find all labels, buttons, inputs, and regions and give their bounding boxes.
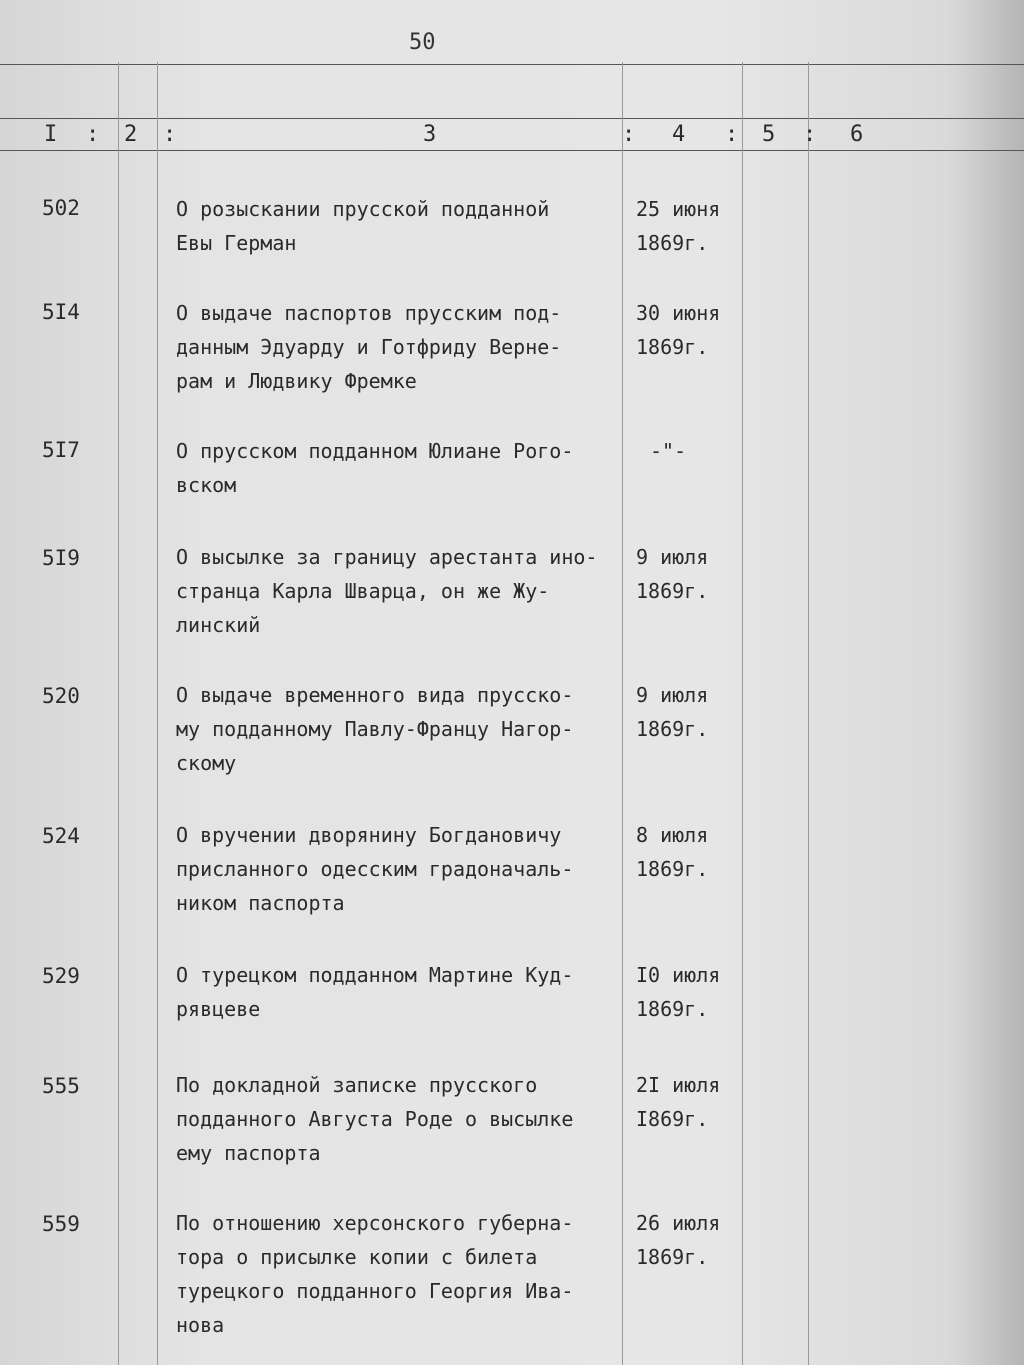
entry-date: [650, 434, 686, 468]
entry-title: [176, 1206, 573, 1342]
entry-title: [176, 434, 573, 502]
column-divider-5: [808, 62, 809, 1365]
date-line: 26 июля: [636, 1211, 721, 1235]
entry-date: [636, 958, 720, 1026]
entry-number: 559: [42, 1212, 80, 1236]
entry-line: странца Карла Шварца, он же Жу-: [176, 579, 550, 603]
header-top-rule: [0, 64, 1024, 65]
entry-line: О турецком подданном Мартине Куд-: [176, 963, 574, 987]
col-header-5: 5: [762, 122, 776, 147]
entry-title: [176, 1068, 573, 1170]
entry-title: [176, 192, 549, 260]
date-line: 25 июня: [636, 197, 721, 221]
entry-date: [636, 1068, 720, 1136]
col-sep: :: [622, 122, 636, 147]
page-edge-shadow: [954, 0, 1024, 1365]
date-line: 1869г.: [636, 1245, 709, 1269]
date-line: 1869г.: [636, 579, 709, 603]
header-mid-rule: [0, 118, 1024, 119]
entry-line: рявцеве: [176, 997, 261, 1021]
date-line: I869г.: [636, 1107, 709, 1131]
entry-date: [636, 192, 720, 260]
entry-line: О выдаче паспортов прусским под-: [176, 301, 562, 325]
date-line: 1869г.: [636, 717, 709, 741]
date-line: 1869г.: [636, 857, 709, 881]
entry-number: 502: [42, 196, 80, 220]
entry-title: [176, 958, 573, 1026]
date-line: 9 июля: [636, 545, 709, 569]
entry-line: подданного Августа Роде о высылке: [176, 1107, 574, 1131]
col-header-4: 4: [672, 122, 686, 147]
col-sep: :: [163, 122, 177, 147]
entry-line: му подданному Павлу-Францу Нагор-: [176, 717, 574, 741]
entry-date: [636, 818, 708, 886]
entry-date: [636, 296, 720, 364]
col-sep: :: [86, 122, 100, 147]
entry-number: 520: [42, 684, 80, 708]
entry-title: [176, 540, 597, 642]
entry-line: данным Эдуарду и Готфриду Верне-: [176, 335, 562, 359]
entry-title: [176, 296, 561, 398]
entry-line: вском: [176, 473, 237, 497]
entry-line: О высылке за границу арестанта ино-: [176, 545, 598, 569]
entry-line: По отношению херсонского губерна-: [176, 1211, 574, 1235]
entry-title: [176, 678, 573, 780]
column-divider-2: [157, 62, 158, 1365]
date-line: 8 июля: [636, 823, 709, 847]
page-number: 50: [409, 30, 436, 55]
date-line: I0 июля: [636, 963, 721, 987]
date-line: 9 июля: [636, 683, 709, 707]
entry-line: тора о присылке копии с билета: [176, 1245, 538, 1269]
date-line: 30 июня: [636, 301, 721, 325]
date-line: 1869г.: [636, 335, 709, 359]
entry-line: О розыскании прусской подданной: [176, 197, 550, 221]
entry-number: 5I7: [42, 438, 80, 462]
entry-line: турецкого подданного Георгия Ива-: [176, 1279, 574, 1303]
col-sep: :: [725, 122, 739, 147]
entry-line: линский: [176, 613, 261, 637]
entry-number: 555: [42, 1074, 80, 1098]
entry-line: присланного одесским градоначаль-: [176, 857, 574, 881]
entry-date: [636, 1206, 720, 1274]
entry-date: [636, 678, 708, 746]
date-line: 1869г.: [636, 231, 709, 255]
header-bottom-rule: [0, 150, 1024, 151]
entry-number: 5I9: [42, 546, 80, 570]
entry-number: 5I4: [42, 300, 80, 324]
entry-title: [176, 818, 573, 920]
date-line: -"-: [650, 439, 687, 463]
col-header-1: I: [44, 122, 58, 147]
entry-number: 524: [42, 824, 80, 848]
date-line: 2I июля: [636, 1073, 721, 1097]
entry-line: рам и Людвику Фремке: [176, 369, 417, 393]
col-header-2: 2: [124, 122, 138, 147]
entry-line: ником паспорта: [176, 891, 345, 915]
entry-line: нова: [176, 1313, 225, 1337]
entry-date: [636, 540, 708, 608]
entry-line: Евы Герман: [176, 231, 297, 255]
col-header-6: 6: [850, 122, 864, 147]
entry-line: ему паспорта: [176, 1141, 321, 1165]
entry-number: 529: [42, 964, 80, 988]
column-divider-4: [742, 62, 743, 1365]
entry-line: скому: [176, 751, 237, 775]
date-line: 1869г.: [636, 997, 709, 1021]
column-divider-3: [622, 62, 623, 1365]
col-header-3: 3: [423, 122, 437, 147]
col-sep: :: [803, 122, 817, 147]
entry-line: О вручении дворянину Богдановичу: [176, 823, 562, 847]
column-divider-1: [118, 62, 119, 1365]
entry-line: О прусском подданном Юлиане Рого-: [176, 439, 574, 463]
entry-line: По докладной записке прусского: [176, 1073, 538, 1097]
entry-line: О выдаче временного вида прусско-: [176, 683, 574, 707]
